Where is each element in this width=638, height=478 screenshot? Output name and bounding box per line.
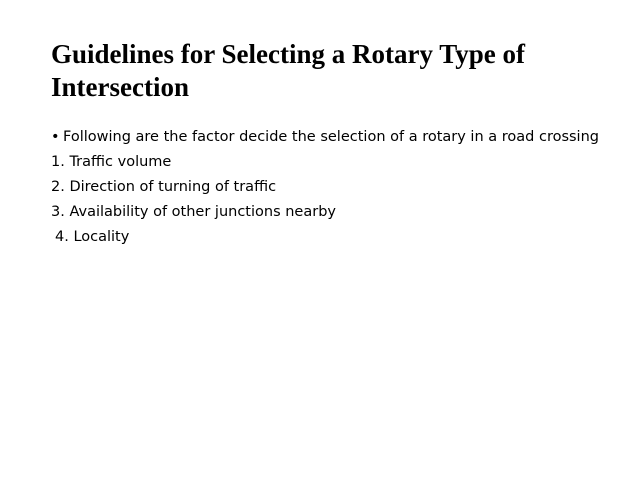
list-item-turning-direction: 2. Direction of turning of traffic: [51, 179, 277, 195]
list-item-junctions-nearby: 3. Availability of other junctions nearby: [51, 204, 336, 220]
slide-content: [51, 128, 611, 247]
list-item-locality: 4. Locality: [55, 229, 130, 245]
list-item-traffic-volume: 1. Traffic volume: [51, 154, 172, 170]
bullet-item: [51, 128, 611, 147]
slide-title: Guidelines for Selecting a Rotary Type of Intersection: [51, 39, 525, 102]
bullet-text: Following are the factor decide the selection of a rotary in a road crossing: [63, 129, 599, 145]
bullet-marker: •: [51, 129, 60, 145]
